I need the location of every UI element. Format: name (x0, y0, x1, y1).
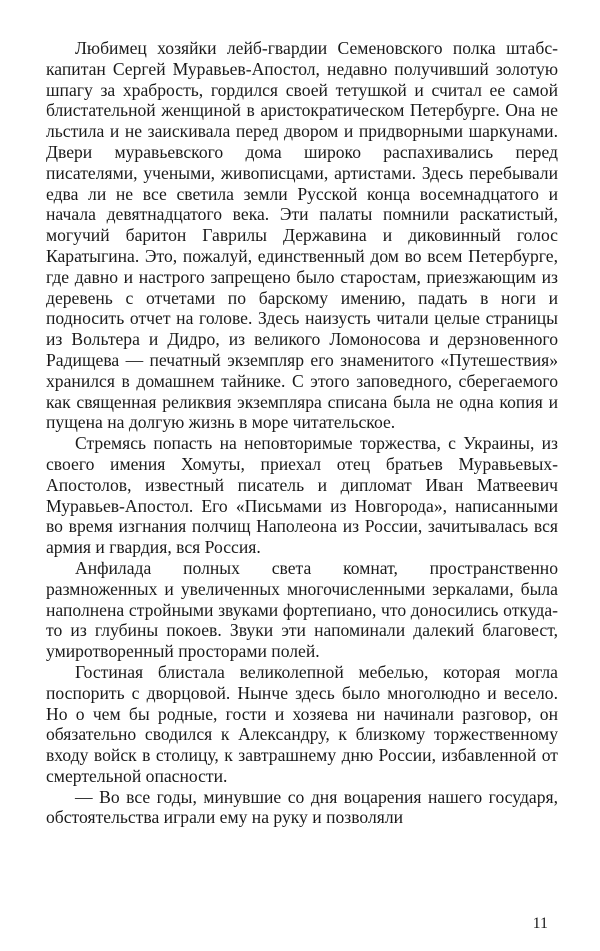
paragraph-3: Анфилада полных света комнат, пространственно размноженных и увеличенных многочисленными зеркалами, была наполнена стройными звуками фортепиано, что доносились откуда-то из глубины покоев. Звуки эти напоминали далекий благовест, умиротворенный просторами полей. (46, 557, 558, 662)
paragraph-5: — Во все годы, минувшие со дня воцарения нашего государя, обстоятельства играли ему на руку и позволяли (46, 786, 558, 828)
page-body (46, 38, 558, 828)
paragraph-2: Стремясь попасть на неповторимые торжества, с Украины, из своего имения Хомуты, приехал отец братьев Муравьевых-Апостолов, известный писатель и дипломат Иван Матвеевич Муравьев-Апостол. Его «Письмами из Новгорода», написанными во время изгнания полчищ Наполеона из России, зачитывалась вся армия и гвардия, вся Россия. (46, 433, 558, 558)
paragraph-4: Гостиная блистала великолепной мебелью, которая могла поспорить с дворцовой. Нынче здесь было многолюдно и весело. Но о чем бы родные, гости и хозяева ни начинали разговор, он обязательно сводился к Александру, к близкому торжественному входу войск в столицу, к завтрашнему дню России, избавленной от смертельной опасности. (46, 661, 558, 786)
paragraph-1: Любимец хозяйки лейб-гвардии Семеновского полка штабс-капитан Сергей Муравьев-Апостол, недавно получивший золотую шпагу за храбрость, гордился своей тетушкой и считал ее самой блистательной женщиной в аристократическом Петербурге. Она не льстила и не заискивала перед двором и придворными шаркунами. Двери муравьевского дома широко распахивались перед писателями, учеными, живописцами, артистами. Здесь перебывали едва ли не все светила земли Русской конца восемнадцатого и начала девятнадцатого века. Эти палаты помнили раскатистый, могучий баритон Гаврилы Державина и диковинный голос Каратыгина. Это, пожалуй, единственный дом во всем Петербурге, где давно и настрого запрещено было старостам, приезжающим из деревень с отчетами по барскому имению, падать в ноги и подносить отчет на голове. Здесь наизусть читали целые страницы из Вольтера и Дидро, из великого Ломоносова и дерзновенного Радищева — печатный экземпляр его знаменитого «Путешествия» хранился в домашнем тайнике. С этого заповедного, сберегаемого как священная реликвия экземпляра списана была не одна копия и пущена на долгую жизнь в море читательское. (46, 38, 558, 433)
page-number: 11 (532, 915, 548, 932)
